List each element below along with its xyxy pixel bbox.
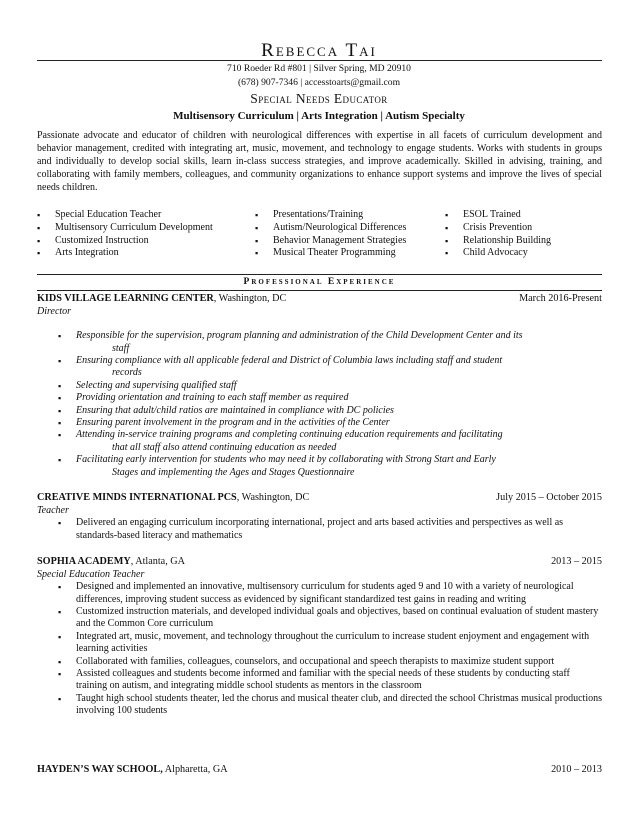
candidate-name: Rebecca Tai — [261, 40, 377, 61]
job-dates: 2010 – 2013 — [551, 764, 602, 775]
summary: Passionate advocate and educator of children with neurological differences with expertise in all facets of curriculum development and behavior management, credited with integrating art, music, movement, and technology to engage students. Works with students in groups and individually to develop social skills, learn in-class success strategies, and improve academically. Skilled in advising, training, and collaborating with family members, colleagues, and community organizations to enhance support systems and improve the lives of special needs children. — [37, 130, 602, 193]
skills-column-1 — [37, 209, 255, 260]
job-location: , Washington, DC — [236, 492, 310, 503]
job-bullet: ▪ Ensuring that adult/child ratios are maintained in compliance with DC policies — [37, 405, 602, 417]
job-entry — [37, 556, 602, 718]
job-entry — [37, 293, 602, 479]
skill-item: ▪ Behavior Management Strategies — [255, 235, 445, 248]
job-bullet: ▪ Ensuring parent involvement in the program and in the activities of the Center — [37, 417, 602, 429]
job-org: HAYDEN’S WAY SCHOOL, — [37, 764, 163, 775]
job-bullet: ▪ Designed and implemented an innovative, multisensory curriculum for students aged 9 and 10 with a variety of neurological differences, improving student success as evidenced by significant standardized test gains in reading and writing — [37, 581, 602, 606]
job-role: Teacher — [37, 504, 69, 516]
job-bullet: ▪ Responsible for the supervision, program planning and administration of the Child Development Center and its staff — [37, 330, 602, 355]
job-bullets — [37, 581, 602, 717]
job-role: Director — [37, 305, 72, 317]
job-location: Alpharetta, GA — [162, 764, 228, 775]
job-bullet: ▪ Delivered an engaging curriculum incorporating international, project and arts based activities and perspectives as well as standards-based literacy and mathematics — [37, 517, 602, 542]
skill-item: ▪ Arts Integration — [37, 247, 255, 260]
job-bullet: ▪ Facilitating early intervention for students who may need it by collaborating with Strong Start and Early Stages and implementing the Ages and Stages Questionnaire — [37, 454, 602, 479]
skill-item: ▪ Relationship Building — [445, 235, 602, 248]
header-rule — [37, 60, 602, 61]
job-header — [37, 492, 602, 505]
job-bullets — [37, 517, 602, 542]
job-entry — [37, 492, 602, 542]
headline-title: Special Needs Educator — [250, 91, 388, 106]
job-dates: 2013 – 2015 — [551, 556, 602, 567]
job-bullet: ▪ Customized instruction materials, and developed individual goals and objectives, based on continual evaluation of student mastery and the Common Core curriculum — [37, 606, 602, 631]
job-bullet: ▪ Selecting and supervising qualified staff — [37, 380, 602, 392]
job-header — [37, 293, 602, 306]
job-bullet: ▪ Attending in-service training programs and completing continuing education requirements and facilitating that all staff also attend continuing education as needed — [37, 429, 602, 454]
job-header — [37, 556, 602, 569]
job-org: CREATIVE MINDS INTERNATIONAL PCS — [37, 492, 237, 503]
skill-item: ▪ Musical Theater Programming — [255, 247, 445, 260]
job-bullet: ▪ Collaborated with families, colleagues, counselors, and occupational and speech therapists to maximize student support — [37, 656, 602, 668]
skill-item: ▪ Customized Instruction — [37, 235, 255, 248]
address: 710 Roeder Rd #801 | Silver Spring, MD 20910 — [227, 63, 411, 74]
job-dates: March 2016-Present — [519, 293, 602, 304]
skill-item: ▪ Crisis Prevention — [445, 222, 602, 235]
job-header — [37, 764, 602, 777]
job-org: SOPHIA ACADEMY — [37, 556, 131, 567]
skill-item: ▪ Presentations/Training — [255, 209, 445, 222]
job-role: Special Education Teacher — [37, 568, 145, 580]
job-location: , Washington, DC — [213, 293, 287, 304]
job-bullet: ▪ Assisted colleagues and students become informed and familiar with the special needs of these students by conducting staff training on autism, and integrating middle school students as mentors in the classroom — [37, 668, 602, 693]
skill-item: ▪ Special Education Teacher — [37, 209, 255, 222]
job-org: KIDS VILLAGE LEARNING CENTER — [37, 293, 214, 304]
job-dates: July 2015 – October 2015 — [496, 492, 602, 503]
skills-grid — [37, 209, 602, 260]
phone-email: (678) 907-7346 | accesstoarts@gmail.com — [237, 77, 401, 88]
job-bullet: ▪ Providing orientation and training to each staff member as required — [37, 392, 602, 404]
job-bullet: ▪ Ensuring compliance with all applicable federal and District of Columbia laws including staff and student records — [37, 355, 602, 380]
skill-item: ▪ Child Advocacy — [445, 247, 602, 260]
job-bullet: ▪ Integrated art, music, movement, and technology throughout the curriculum to increase student enjoyment and engagement with learning activities — [37, 631, 602, 656]
skill-item: ▪ Autism/Neurological Differences — [255, 222, 445, 235]
job-bullet: ▪ Taught high school students theater, led the chorus and musical theater club, and directed the school Christmas musical productions involving 100 students — [37, 693, 602, 718]
section-heading-experience: Professional Experience — [37, 274, 602, 291]
skill-item: ▪ ESOL Trained — [445, 209, 602, 222]
headline-subtitle: Multisensory Curriculum | Arts Integration | Autism Specialty — [173, 110, 465, 122]
skills-column-3 — [445, 209, 602, 260]
skills-column-2 — [255, 209, 445, 260]
skill-item: ▪ Multisensory Curriculum Development — [37, 222, 255, 235]
job-bullets — [37, 330, 602, 479]
job-location: , Atlanta, GA — [130, 556, 186, 567]
job-entry — [37, 764, 602, 777]
